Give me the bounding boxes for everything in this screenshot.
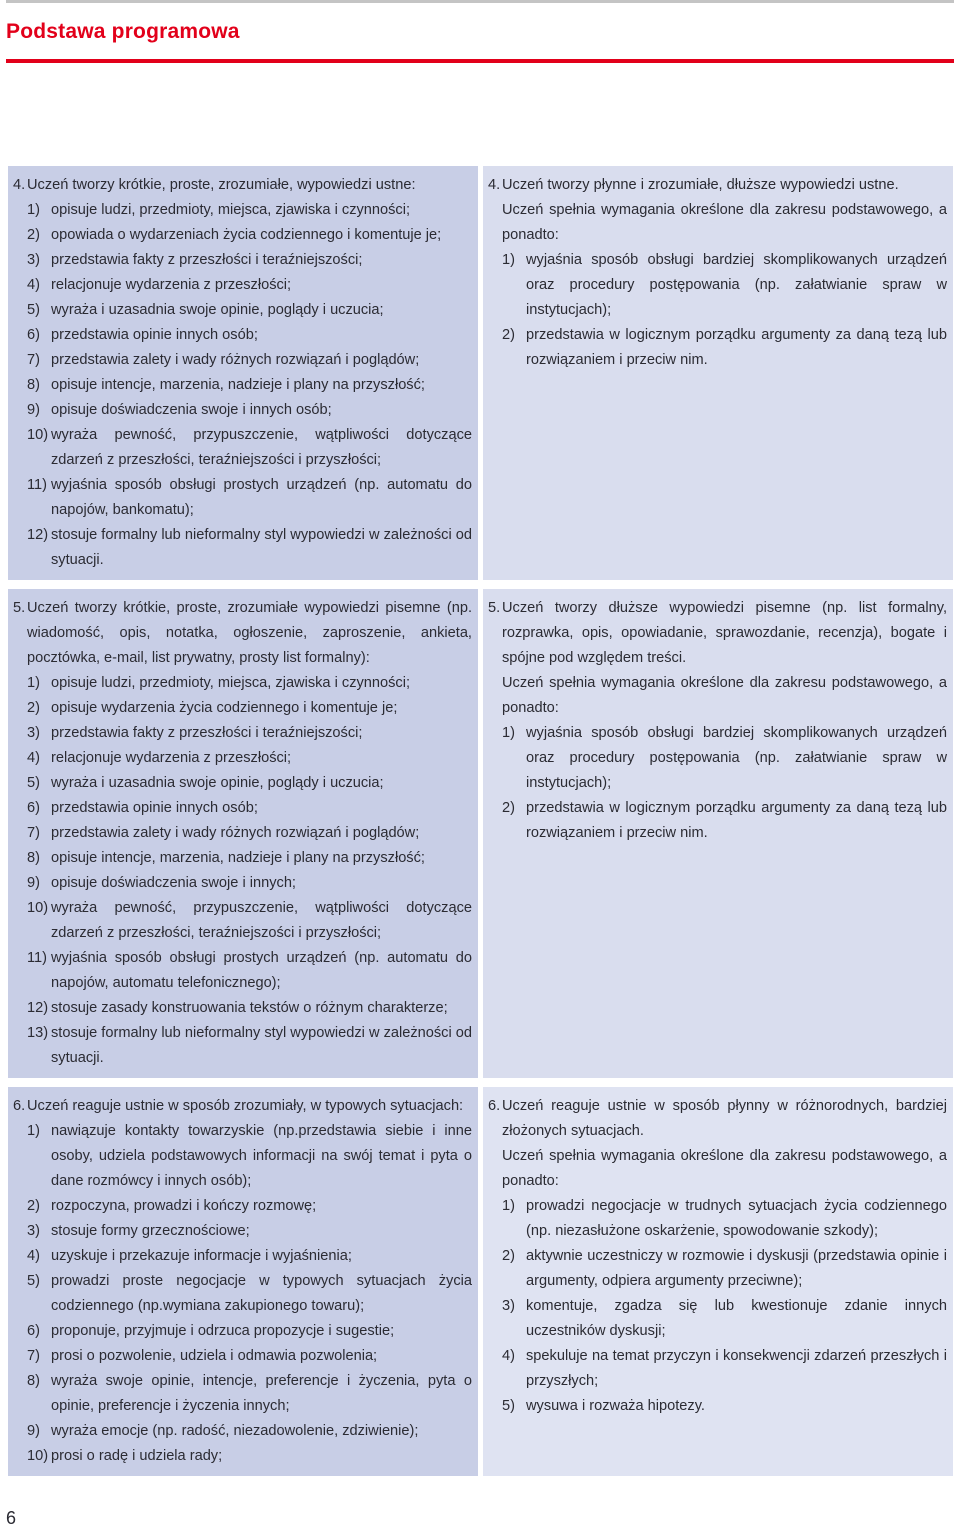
list-item-text: wyraża pewność, przypuszczenie, wątpliwości dotyczące zdarzeń z przeszłości, teraźniejszości i przyszłości;	[51, 900, 472, 941]
list-item-text: wyjaśnia sposób obsługi prostych urządzeń (np. automatu do napojów, automatu telefonicznego);	[51, 950, 472, 991]
list-item-text: stosuje zasady konstruowania tekstów o różnym charakterze;	[51, 1000, 448, 1016]
section-heading	[488, 1094, 947, 1144]
list-item	[13, 348, 472, 373]
top-rule	[6, 0, 954, 3]
list-item	[13, 821, 472, 846]
list-item-text: przedstawia opinie innych osób;	[51, 800, 258, 816]
list-item	[488, 323, 947, 373]
list-item-number: 2)	[27, 700, 40, 716]
list-item	[13, 1021, 472, 1071]
list-item-number: 3)	[27, 725, 40, 741]
section-heading-text: Uczeń tworzy krótkie, proste, zrozumiałe wypowiedzi pisemne (np. wiadomość, opis, notatka, ogłoszenie, zaproszenie, ankieta, pocztówka, e-mail, list prywatny, prosty list formalny):	[27, 600, 472, 666]
list-item-number: 9)	[27, 1423, 40, 1439]
list-item-text: wysuwa i rozważa hipotezy.	[526, 1398, 705, 1414]
list-item-text: opisuje ludzi, przedmioty, miejsca, zjawiska i czynności;	[51, 202, 411, 218]
list-item	[13, 896, 472, 946]
list-item	[13, 696, 472, 721]
list-item	[13, 996, 472, 1021]
page-number: 6	[6, 1508, 17, 1528]
list-item-number: 8)	[27, 377, 40, 393]
list-item-number: 7)	[27, 352, 40, 368]
list-item	[13, 1369, 472, 1419]
list-item-number: 2)	[27, 227, 40, 243]
section-number: 5.	[13, 600, 26, 616]
section-left-4	[8, 166, 478, 580]
section-heading-text: Uczeń tworzy płynne i zrozumiałe, dłuższe wypowiedzi ustne.	[502, 177, 899, 193]
section-heading	[13, 173, 472, 198]
list-item	[13, 1419, 472, 1444]
list-item-number: 2)	[502, 327, 515, 343]
list-item-text: opisuje intencje, marzenia, nadzieje i plany na przyszłość;	[51, 850, 425, 866]
list-item-number: 6)	[27, 327, 40, 343]
list-item	[13, 1194, 472, 1219]
list-item-text: nawiązuje kontakty towarzyskie (np.przedstawia siebie i inne osoby, udziela podstawowych informacji na swój temat i pyta o dane rozmówcy i innych osób);	[51, 1123, 472, 1189]
list-item-number: 1)	[27, 675, 40, 691]
list-item-text: prowadzi negocjacje w trudnych sytuacjach życia codziennego (np. niezasłużone oskarżenie, spowodowanie szkody);	[526, 1198, 947, 1239]
list-item-text: wyjaśnia sposób obsługi bardziej skomplikowanych urządzeń oraz procedury postępowania (np. załatwianie spraw w instytucjach);	[526, 252, 947, 318]
list-item	[13, 1444, 472, 1469]
list-item-number: 11)	[27, 950, 48, 966]
section-left-6	[8, 1087, 478, 1476]
list-item-text: opisuje ludzi, przedmioty, miejsca, zjawiska i czynności;	[51, 675, 411, 691]
list-item-number: 4)	[502, 1348, 515, 1364]
section-heading	[13, 1094, 472, 1119]
list-item-number: 3)	[27, 1223, 40, 1239]
list-item	[13, 1244, 472, 1269]
list-item-text: opisuje wydarzenia życia codziennego i komentuje je;	[51, 700, 398, 716]
list-item-text: przedstawia opinie innych osób;	[51, 327, 258, 343]
list-item-text: opowiada o wydarzeniach życia codziennego i komentuje je;	[51, 227, 442, 243]
list-item	[13, 398, 472, 423]
list-item	[13, 1319, 472, 1344]
list-item-text: prosi o pozwolenie, udziela i odmawia pozwolenia;	[51, 1348, 378, 1364]
list-item	[13, 323, 472, 348]
list-item-number: 9)	[27, 875, 40, 891]
list-item-text: wyraża swoje opinie, intencje, preferencje i życzenia, pyta o opinie, preferencje i życzenia innych;	[51, 1373, 472, 1414]
section-number: 5.	[488, 600, 501, 616]
requirements-table	[8, 166, 953, 1476]
section-heading	[488, 596, 947, 671]
title-rule	[6, 59, 954, 63]
list-item	[488, 1194, 947, 1244]
section-number: 6.	[13, 1098, 26, 1114]
list-item-text: opisuje doświadczenia swoje i innych;	[51, 875, 296, 891]
list-item-number: 12)	[27, 527, 49, 543]
list-item	[13, 423, 472, 473]
list-item	[488, 1394, 947, 1419]
list-item-number: 8)	[27, 850, 40, 866]
list-item-number: 9)	[27, 402, 40, 418]
section-number: 4.	[13, 177, 26, 193]
list-item	[13, 223, 472, 248]
list-item-number: 4)	[27, 750, 40, 766]
list-item-number: 5)	[502, 1398, 515, 1414]
list-item-text: przedstawia fakty z przeszłości i teraźniejszości;	[51, 725, 363, 741]
list-item-text: rozpoczyna, prowadzi i kończy rozmowę;	[51, 1198, 317, 1214]
list-item-text: prosi o radę i udziela rady;	[51, 1448, 223, 1464]
list-item	[488, 796, 947, 846]
list-item-text: wyraża pewność, przypuszczenie, wątpliwości dotyczące zdarzeń z przeszłości, teraźniejszości i przyszłości;	[51, 427, 472, 468]
list-item-text: przedstawia zalety i wady różnych rozwiązań i poglądów;	[51, 825, 420, 841]
list-item	[13, 273, 472, 298]
section-intro: Uczeń spełnia wymagania określone dla zakresu podstawowego, a ponadto:	[502, 675, 947, 716]
section-intro: Uczeń spełnia wymagania określone dla zakresu podstawowego, a ponadto:	[502, 202, 947, 243]
list-item-number: 1)	[502, 1198, 515, 1214]
list-item	[13, 846, 472, 871]
list-item	[13, 721, 472, 746]
list-item-number: 10)	[27, 427, 49, 443]
list-item-text: przedstawia fakty z przeszłości i teraźniejszości;	[51, 252, 363, 268]
list-item	[13, 523, 472, 573]
list-item-number: 5)	[27, 775, 40, 791]
list-item-text: aktywnie uczestniczy w rozmowie i dyskusji (przedstawia opinie i argumenty, odpiera argumenty przeciwne);	[526, 1248, 947, 1289]
section-heading-text: Uczeń reaguje ustnie w sposób zrozumiały, w typowych sytuacjach:	[27, 1098, 464, 1114]
list-item-number: 5)	[27, 302, 40, 318]
section-heading-text: Uczeń tworzy krótkie, proste, zrozumiałe, wypowiedzi ustne:	[27, 177, 416, 193]
list-item	[13, 871, 472, 896]
list-item-number: 4)	[27, 277, 40, 293]
section-heading	[488, 173, 947, 198]
list-item-text: relacjonuje wydarzenia z przeszłości;	[51, 277, 292, 293]
list-item-number: 7)	[27, 825, 40, 841]
list-item	[13, 298, 472, 323]
section-heading-text: Uczeń tworzy dłuższe wypowiedzi pisemne (np. list formalny, rozprawka, opis, opowiadanie, sprawozdanie, recenzja), bogate i spójne pod względem treści.	[502, 600, 947, 666]
list-item-text: spekuluje na temat przyczyn i konsekwencji zdarzeń przeszłych i przyszłych;	[526, 1348, 947, 1389]
list-item-text: uzyskuje i przekazuje informacje i wyjaśnienia;	[51, 1248, 352, 1264]
list-item-number: 1)	[27, 1123, 40, 1139]
list-item-text: opisuje doświadczenia swoje i innych osób;	[51, 402, 332, 418]
list-item-number: 6)	[27, 1323, 40, 1339]
section-left-5	[8, 589, 478, 1078]
list-item-text: stosuje formy grzecznościowe;	[51, 1223, 250, 1239]
list-item	[13, 796, 472, 821]
list-item-text: opisuje intencje, marzenia, nadzieje i plany na przyszłość;	[51, 377, 425, 393]
list-item-number: 13)	[27, 1025, 49, 1041]
section-heading-text: Uczeń reaguje ustnie w sposób płynny w różnorodnych, bardziej złożonych sytuacjach.	[502, 1098, 947, 1139]
list-item-number: 7)	[27, 1348, 40, 1364]
list-item-text: wyraża i uzasadnia swoje opinie, poglądy i uczucia;	[51, 775, 384, 791]
list-item-number: 2)	[27, 1198, 40, 1214]
list-item-number: 3)	[27, 252, 40, 268]
section-number: 4.	[488, 177, 501, 193]
list-item	[13, 1344, 472, 1369]
list-item-number: 1)	[502, 725, 515, 741]
list-item	[13, 473, 472, 523]
list-item	[13, 198, 472, 223]
list-item-number: 10)	[27, 900, 49, 916]
list-item	[13, 1219, 472, 1244]
list-item	[488, 1244, 947, 1294]
list-item	[13, 671, 472, 696]
list-item-number: 3)	[502, 1298, 515, 1314]
list-item	[13, 248, 472, 273]
list-item-text: przedstawia w logicznym porządku argumenty za daną tezą lub rozwiązaniem i przeciw nim.	[526, 800, 947, 841]
section-right-4	[483, 166, 953, 580]
list-item-text: komentuje, zgadza się lub kwestionuje zdanie innych uczestników dyskusji;	[526, 1298, 947, 1339]
list-item-number: 2)	[502, 1248, 515, 1264]
list-item-number: 2)	[502, 800, 515, 816]
list-item-text: stosuje formalny lub nieformalny styl wypowiedzi w zależności od sytuacji.	[51, 527, 472, 568]
list-item-number: 5)	[27, 1273, 40, 1289]
list-item	[13, 746, 472, 771]
page-title: Podstawa programowa	[6, 20, 240, 43]
list-item-number: 8)	[27, 1373, 40, 1389]
list-item-text: prowadzi proste negocjacje w typowych sytuacjach życia codziennego (np.wymiana zakupionego towaru);	[51, 1273, 472, 1314]
list-item-text: proponuje, przyjmuje i odrzuca propozycje i sugestie;	[51, 1323, 395, 1339]
section-intro: Uczeń spełnia wymagania określone dla zakresu podstawowego, a ponadto:	[502, 1148, 947, 1189]
list-item-number: 4)	[27, 1248, 40, 1264]
list-item-text: wyjaśnia sposób obsługi prostych urządzeń (np. automatu do napojów, bankomatu);	[51, 477, 472, 518]
list-item-number: 1)	[502, 252, 515, 268]
list-item-text: wyraża emocje (np. radość, niezadowolenie, zdziwienie);	[51, 1423, 419, 1439]
list-item	[13, 946, 472, 996]
list-item	[13, 1269, 472, 1319]
list-item-number: 1)	[27, 202, 40, 218]
list-item-text: relacjonuje wydarzenia z przeszłości;	[51, 750, 292, 766]
list-item	[488, 1294, 947, 1344]
list-item	[13, 771, 472, 796]
section-number: 6.	[488, 1098, 501, 1114]
list-item-number: 6)	[27, 800, 40, 816]
list-item-text: stosuje formalny lub nieformalny styl wypowiedzi w zależności od sytuacji.	[51, 1025, 472, 1066]
list-item-text: wyraża i uzasadnia swoje opinie, poglądy i uczucia;	[51, 302, 384, 318]
list-item-text: przedstawia zalety i wady różnych rozwiązań i poglądów;	[51, 352, 420, 368]
list-item-number: 11)	[27, 477, 48, 493]
list-item	[488, 248, 947, 323]
list-item	[488, 1344, 947, 1394]
list-item	[13, 373, 472, 398]
list-item-text: wyjaśnia sposób obsługi bardziej skomplikowanych urządzeń oraz procedury postępowania (np. załatwianie spraw w instytucjach);	[526, 725, 947, 791]
list-item-number: 12)	[27, 1000, 49, 1016]
list-item	[13, 1119, 472, 1194]
section-right-6	[483, 1087, 953, 1476]
section-heading	[13, 596, 472, 671]
section-right-5	[483, 589, 953, 1078]
list-item	[488, 721, 947, 796]
list-item-text: przedstawia w logicznym porządku argumenty za daną tezą lub rozwiązaniem i przeciw nim.	[526, 327, 947, 368]
list-item-number: 10)	[27, 1448, 49, 1464]
